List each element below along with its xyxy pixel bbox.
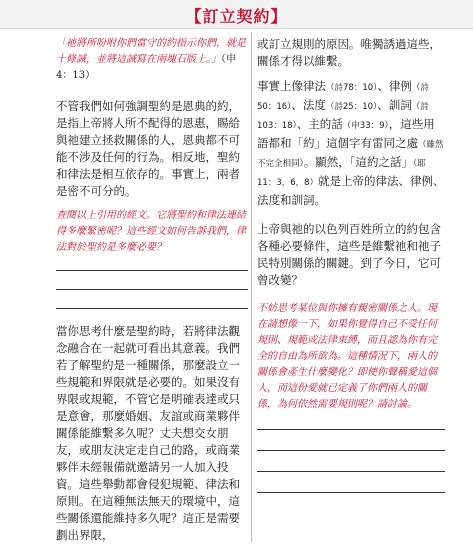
text: 。顯然，「這約之話」 — [303, 155, 414, 169]
answer-line — [257, 450, 445, 451]
scripture-reference: （詩50：16） — [257, 83, 429, 112]
study-question: 查閱以上引用的經文。它將聖約和律法連結得多麼緊密呢？這些經文如何告訴我們，律法對於聖約是多麼必要？ — [56, 210, 246, 253]
paragraph: 上帝與祂的以色列百姓所立的約包含各種必要條件，這些是維繫祂和祂子民特別關係的關鍵。到了今日，它可曾改變？ — [257, 222, 441, 287]
scripture-reference: （雖然不完全相同） — [257, 140, 444, 169]
left-column — [56, 32, 248, 544]
paragraph: 不管我們如何強調聖約是恩典的約，是指上帝將人所不配得的恩惠，賜給與祂建立拯救關係的人，恩典都不可能不涉及任何的行為。相反地，聖約和律法是相互依存的。事實上，兩者是密不可分的。 — [56, 99, 240, 198]
answer-line — [56, 308, 248, 309]
answer-line — [257, 429, 445, 430]
scripture-reference: （詩78：10） — [326, 83, 378, 93]
answer-line — [56, 289, 248, 290]
page-title: 【訂立契約】 — [185, 7, 288, 26]
answer-line — [56, 270, 248, 271]
text: ，這些用語都和「約」這個字有雷同之處 — [257, 117, 435, 150]
text: 、訓詞 — [377, 98, 412, 112]
text: 就是上帝的律法、律例、法度和訓詞。 — [257, 174, 445, 207]
text: 、法度 — [291, 98, 326, 112]
quote-reference: （申4：13） — [56, 54, 236, 81]
scripture-reference: （耶11：3，6，8） — [257, 159, 426, 188]
text: 、主的話 — [296, 117, 343, 131]
text: 事實上像律法 — [257, 79, 326, 93]
scripture-quote — [56, 36, 248, 84]
scripture-reference: （申33：9） — [342, 121, 389, 131]
scripture-reference: （詩25：10） — [325, 102, 378, 112]
answer-line — [257, 471, 445, 472]
right-column — [257, 32, 445, 493]
paragraph: 或訂立規則的原因。唯獨誘過這些，關係才得以維繫。 — [257, 37, 441, 68]
paragraph: 當你思考什麼是聖約時，若將律法觀念融合在一起就可看出其意義。我們若了解聖約是一種關係，那麼設立一些規範和界限就是必要的。如果沒有界限或規範，不管它是明確表達或只是意會，那麼婚姻、友誼或商業夥伴關係能維繫多久呢？丈夫想交女朋友，或朋友決定走自己的路，或商業夥伴未經報備就邀請另一人加入投資。這些舉動都會侵犯規範、律法和原則。在這種無法無天的環境中，這些關係還能維持多久呢？這正是需要劃出界限， — [56, 324, 240, 542]
study-question: 不妨思考某位與你擁有親密關係之人。現在請想像一下，如果你覺得自己不受任何規則、規範或法律束縛，而且認為你有完全的自由為所欲為。這種情況下，兩人的關係會產生什麼變化？即使你聲稱愛這個人，而這份愛就已定義了你們兩人的關係，為何依然需要規則呢？請討論。 — [257, 303, 437, 410]
quote-text: 「祂將所吩咐你們當守的約指示你們，就是十條誡，並將這誡寫在兩塊石版上。」 — [56, 38, 246, 65]
paragraph — [257, 78, 445, 209]
answer-line — [257, 492, 445, 493]
text: 、律例 — [377, 79, 412, 93]
scripture-reference: （詩103：18） — [257, 102, 429, 131]
column-divider — [251, 32, 252, 542]
